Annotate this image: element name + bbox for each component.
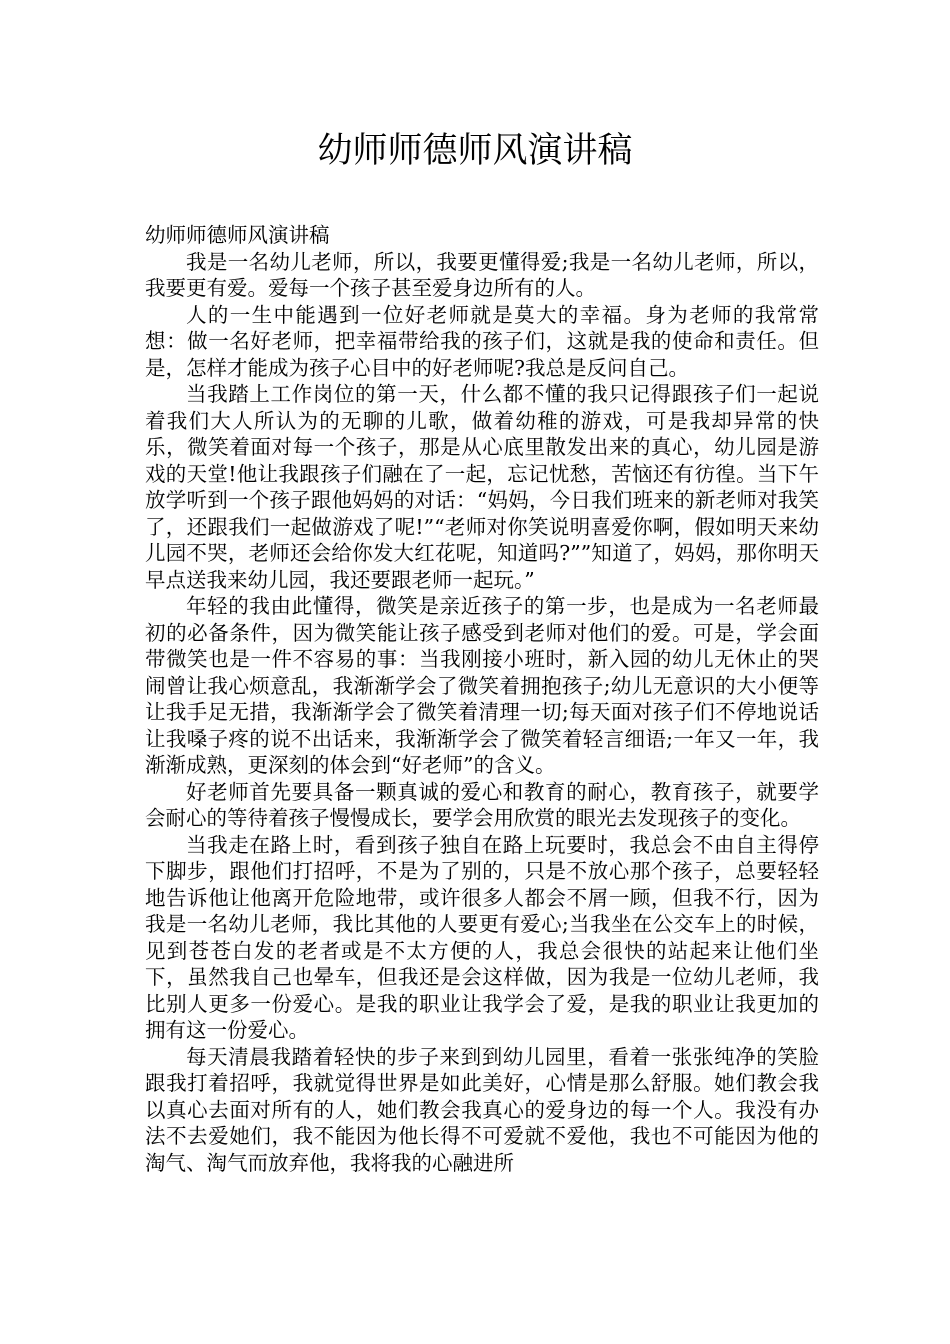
paragraph: 人的一生中能遇到一位好老师就是莫大的幸福。身为老师的我常常想：做一名好老师，把幸福带给我的孩子们，这就是我的使命和责任。但是，怎样才能成为孩子心目中的好老师呢?我总是反问自己。 (145, 302, 819, 380)
document-body (145, 222, 819, 1176)
paragraph: 年轻的我由此懂得，微笑是亲近孩子的第一步，也是成为一名老师最初的必备条件，因为微笑能让孩子感受到老师对他们的爱。可是，学会面带微笑也是一件不容易的事：当我刚接小班时，新入园的幼儿无休止的哭闹曾让我心烦意乱，我渐渐学会了微笑着拥抱孩子;幼儿无意识的大小便等让我手足无措，我渐渐学会了微笑着清理一切;每天面对孩子们不停地说话让我嗓子疼的说不出话来，我渐渐学会了微笑着轻言细语;一年又一年，我渐渐成熟，更深刻的体会到“好老师”的含义。 (145, 594, 819, 777)
paragraph: 每天清晨我踏着轻快的步子来到到幼儿园里，看着一张张纯净的笑脸跟我打着招呼，我就觉得世界是如此美好，心情是那么舒服。她们教会我以真心去面对所有的人，她们教会我真心的爱身边的每一个人。我没有办法不去爱她们，我不能因为他长得不可爱就不爱他，我也不可能因为他的淘气、淘气而放弃他，我将我的心融进所 (145, 1044, 819, 1175)
paragraph: 我是一名幼儿老师，所以，我要更懂得爱;我是一名幼儿老师，所以，我要更有爱。爱每一个孩子甚至爱身边所有的人。 (145, 249, 819, 300)
document-subtitle: 幼师师德师风演讲稿 (145, 223, 330, 247)
document-title: 幼师师德师风演讲稿 (317, 131, 633, 171)
paragraph: 当我踏上工作岗位的第一天，什么都不懂的我只记得跟孩子们一起说着我们大人所认为的无聊的儿歌，做着幼稚的游戏，可是我却异常的快乐，微笑着面对每一个孩子，那是从心底里散发出来的真心，幼儿园是游戏的天堂!他让我跟孩子们融在了一起，忘记忧愁，苦恼还有彷徨。当下午放学听到一个孩子跟他妈妈的对话：“妈妈，今日我们班来的新老师对我笑了，还跟我们一起做游戏了呢!”“老师对你笑说明喜爱你啊，假如明天来幼儿园不哭，老师还会给你发大红花呢，知道吗?””知道了，妈妈，那你明天早点送我来幼儿园，我还要跟老师一起玩。” (145, 382, 819, 592)
paragraph: 当我走在路上时，看到孩子独自在路上玩要时，我总会不由自主得停下脚步，跟他们打招呼，不是为了别的，只是不放心那个孩子，总要轻轻地告诉他让他离开危险地带，或许很多人都会不屑一顾，但我不行，因为我是一名幼儿老师，我比其他的人要更有爱心;当我坐在公交车上的时候，见到苍苍白发的老者或是不太方便的人，我总会很快的站起来让他们坐下，虽然我自己也晕车，但我还是会这样做，因为我是一位幼儿老师，我比别人更多一份爱心。是我的职业让我学会了爱，是我的职业让我更加的拥有这一份爱心。 (145, 832, 819, 1042)
paragraph: 好老师首先要具备一颗真诚的爱心和教育的耐心，教育孩子，就要学会耐心的等待着孩子慢慢成长，要学会用欣赏的眼光去发现孩子的变化。 (145, 779, 819, 830)
